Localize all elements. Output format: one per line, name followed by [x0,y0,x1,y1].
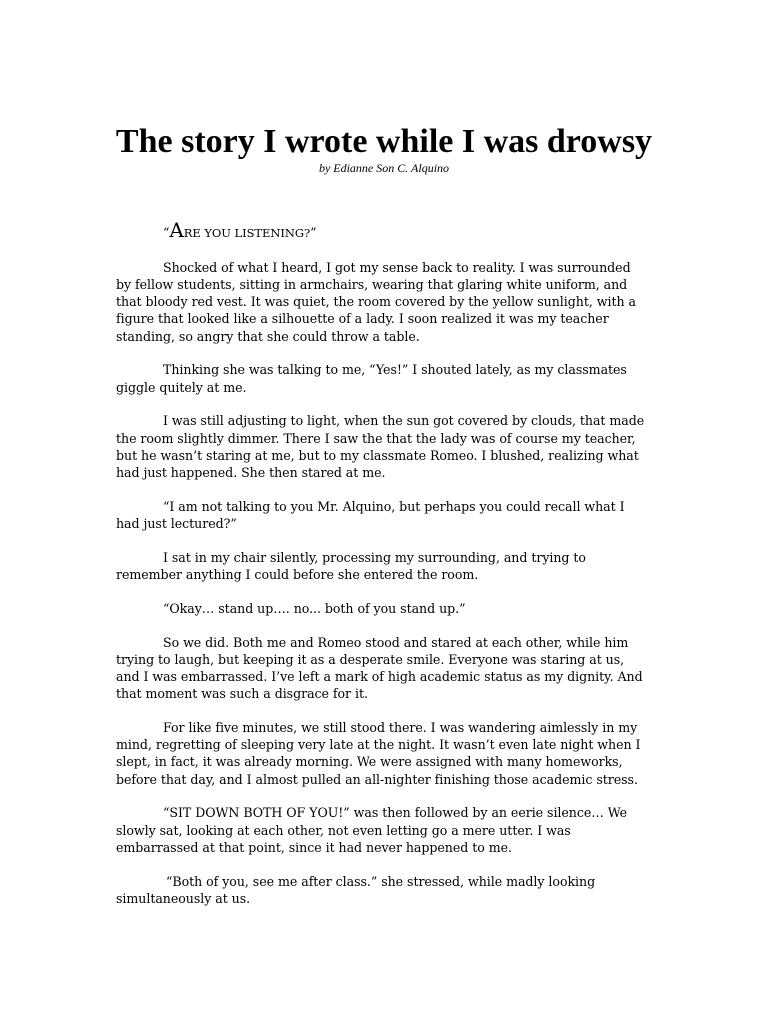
opening-text: RE YOU LISTENING? [183,226,311,240]
paragraph: Thinking she was talking to me, “Yes!” I shouted lately, as my classmates giggle quitely at me. [116,362,627,395]
paragraph: I was still adjusting to light, when the sun got covered by clouds, that made the room slightly dimmer. There I saw the that the lady was of course my teacher, but he wasn’t staring at me, but to my classmate Romeo. I blushed, realizing what had just happened. She then stared at me. [116,413,645,481]
story-body [116,218,646,924]
opening-open-quote: “ [163,225,170,240]
paragraph: So we did. Both me and Romeo stood and stared at each other, while him trying to laugh, but keeping it as a desperate smile. Everyone was staring at us, and I was embarrassed. I’ve left a mark of high academic status as my dignity. And that moment was such a disgrace for it. [116,634,643,702]
paragraph: Shocked of what I heard, I got my sense back to reality. I was surrounded by fellow students, sitting in armchairs, wearing that glaring white uniform, and that bloody red vest. It was quiet, the room covered by the yellow sunlight, with a figure that looked like a silhouette of a lady. I soon realized it was my teacher standing, so angry that she could throw a table. [116,259,636,344]
paragraph: I sat in my chair silently, processing my surrounding, and trying to remember anything I could before she entered the room. [116,549,586,583]
drop-cap: A [169,218,184,242]
paragraph: For like five minutes, we still stood there. I was wandering aimlessly in my mind, regretting of sleeping very late at the night. It wasn’t even late night when I slept, in fact, it was already morning. We were assigned with many homeworks, before that day, and I almost pulled an all-nighter finishing those academic stress. [116,720,641,787]
story-title: The story I wrote while I was drowsy [115,123,653,160]
author-byline: by Edianne Son C. Alquino [318,161,450,175]
paragraph: “Okay… stand up…. no... both of you stand up.” [163,600,466,616]
paragraph: “SIT DOWN BOTH OF YOU!” was then followed by an eerie silence… We slowly sat, looking at each other, not even letting go a mere utter. I was embarrassed at that point, since it had never happened to me. [116,805,628,855]
paragraph: “Both of you, see me after class.” she stressed, while madly looking simultaneously at us. [116,873,596,906]
paragraph: “I am not talking to you Mr. Alquino, but perhaps you could recall what I had just lectured?” [116,498,625,532]
opening-line [116,218,646,242]
opening-close-quote: ” [310,225,317,240]
